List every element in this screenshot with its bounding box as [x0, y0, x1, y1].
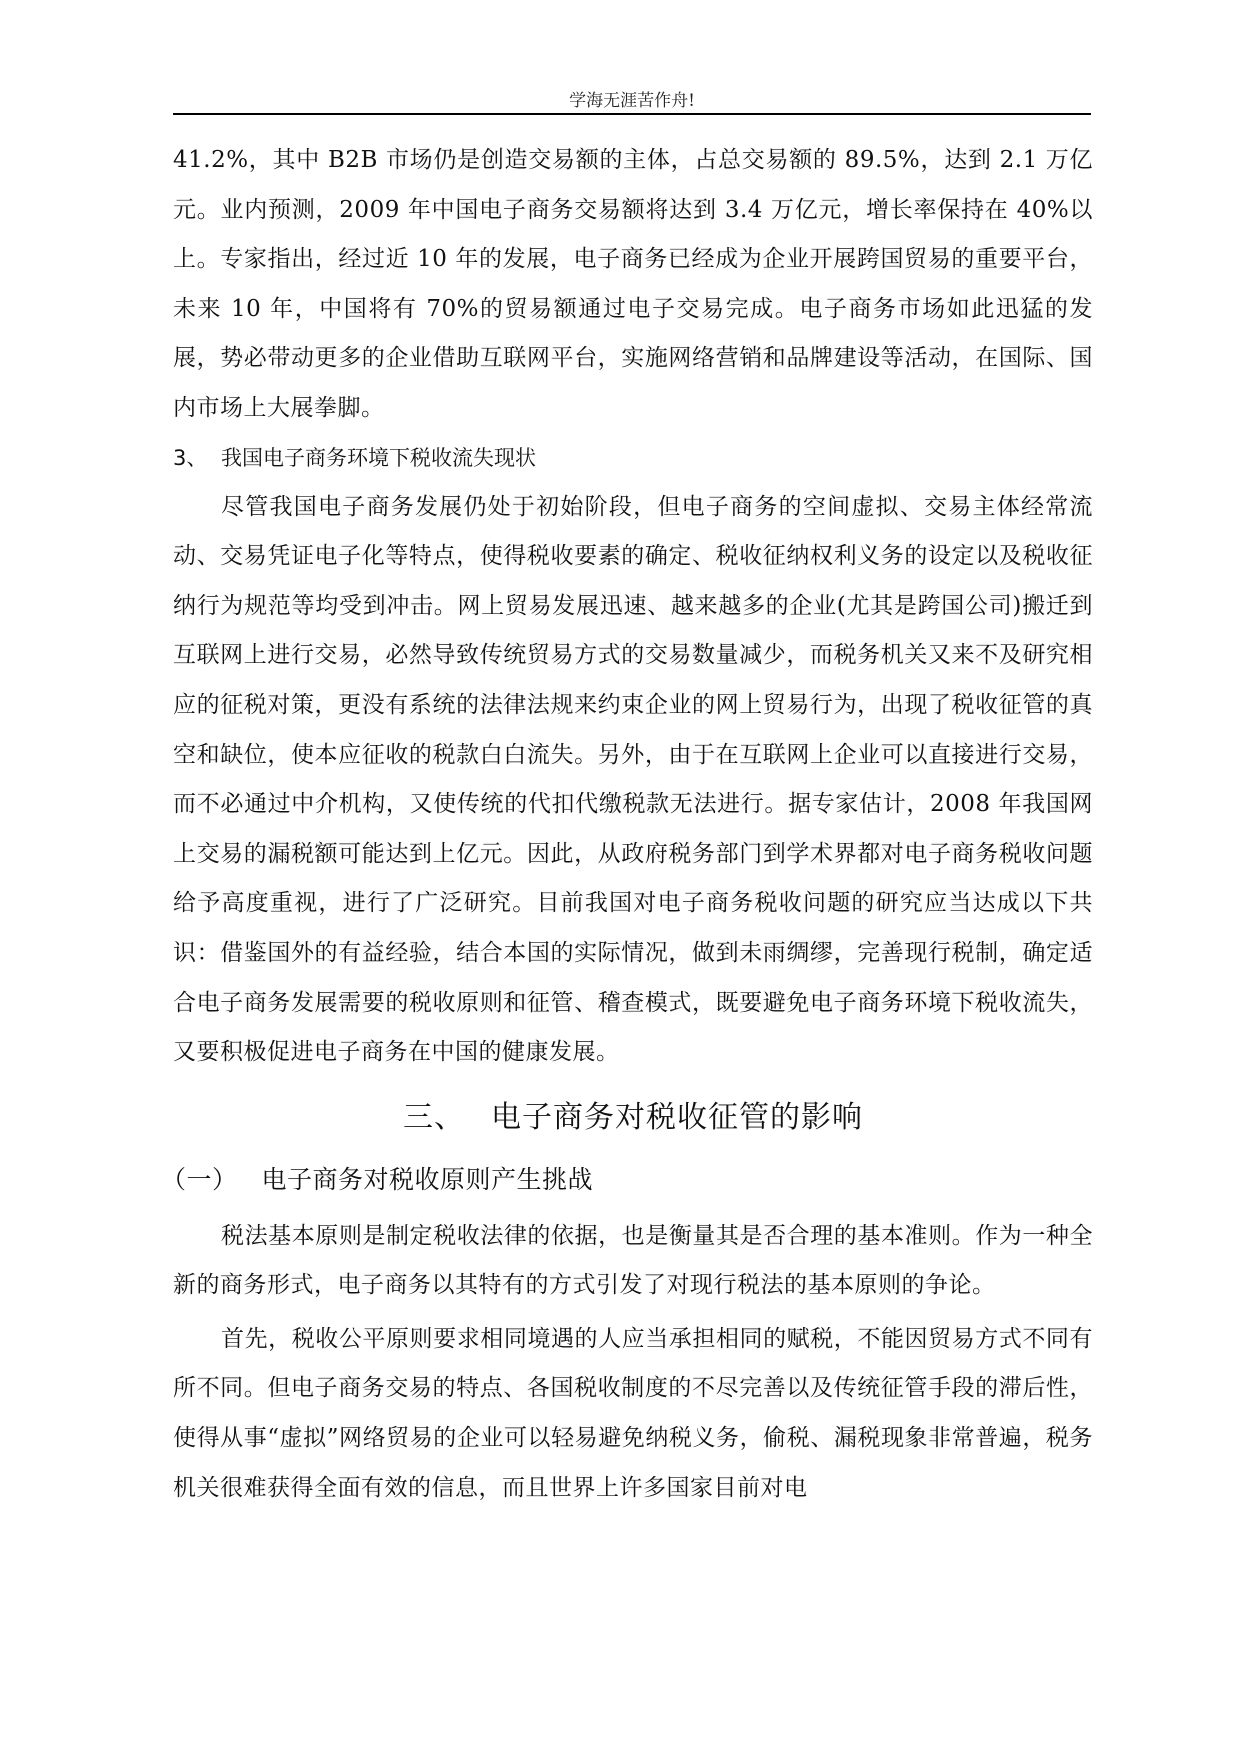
document-body — [161, 136, 1093, 1513]
section-heading-number: （一） — [161, 1164, 238, 1194]
header-divider — [173, 113, 1091, 115]
item-heading-number: 3、 — [173, 445, 208, 470]
page-header-motto: 学海无涯苦作舟! — [569, 91, 695, 111]
chapter-heading-title: 电子商务对税收征管的影响 — [491, 1099, 863, 1135]
paragraph-market-growth: 41.2%，其中 B2B 市场仍是创造交易额的主体，占总交易额的 89.5%，达到 2.1 万亿元。业内预测，2009 年中国电子商务交易额将达到 3.4 万亿元，增长率保持在 40%以上。专家指出，经过近 10 年的发展，电子商务已经成为企业开展跨国贸易的重要平台，未来 10 年，中国将有 70%的贸易额通过电子交易完成。电子商务市场如此迅猛的发展，势必带动更多的企业借助互联网平台，实施网络营销和品牌建设等活动，在国际、国内市场上大展拳脚。 — [173, 147, 1093, 421]
paragraph-tax-principles: 税法基本原则是制定税收法律的依据，也是衡量其是否合理的基本准则。作为一种全新的商务形式，电子商务以其特有的方式引发了对现行税法的基本原则的争论。 — [173, 1222, 1093, 1299]
chapter-heading-number: 三、 — [403, 1099, 465, 1135]
item-heading-3 — [173, 434, 1093, 483]
item-heading-title: 我国电子商务环境下税收流失现状 — [221, 445, 536, 470]
paragraph-tax-fairness: 首先，税收公平原则要求相同境遇的人应当承担相同的赋税，不能因贸易方式不同有所不同。但电子商务交易的特点、各国税收制度的不尽完善以及传统征管手段的滞后性，使得从事“虚拟”网络贸易的企业可以轻易避免纳税义务，偷税、漏税现象非常普遍，税务机关很难获得全面有效的信息，而且世界上许多国家目前对电 — [173, 1325, 1093, 1501]
section-heading-1 — [161, 1152, 1093, 1208]
paragraph-tax-loss: 尽管我国电子商务发展仍处于初始阶段，但电子商务的空间虚拟、交易主体经常流动、交易凭证电子化等特点，使得税收要素的确定、税收征纳权利义务的设定以及税收征纳行为规范等均受到冲击。网上贸易发展迅速、越来越多的企业(尤其是跨国公司)搬迁到互联网上进行交易，必然导致传统贸易方式的交易数量减少，而税务机关又来不及研究相应的征税对策，更没有系统的法律法规来约束企业的网上贸易行为，出现了税收征管的真空和缺位，使本应征收的税款白白流失。另外，由于在互联网上企业可以直接进行交易，而不必通过中介机构，又使传统的代扣代缴税款无法进行。据专家估计，2008 年我国网上交易的漏税额可能达到上亿元。因此，从政府税务部门到学术界都对电子商务税收问题给予高度重视，进行了广泛研究。目前我国对电子商务税收问题的研究应当达成以下共识：借鉴国外的有益经验，结合本国的实际情况，做到未雨绸缪，完善现行税制，确定适合电子商务发展需要的税收原则和征管、稽查模式，既要避免电子商务环境下税收流失，又要积极促进电子商务在中国的健康发展。 — [173, 493, 1093, 1066]
chapter-heading-3 — [173, 1084, 1093, 1152]
section-heading-title: 电子商务对税收原则产生挑战 — [261, 1164, 594, 1194]
